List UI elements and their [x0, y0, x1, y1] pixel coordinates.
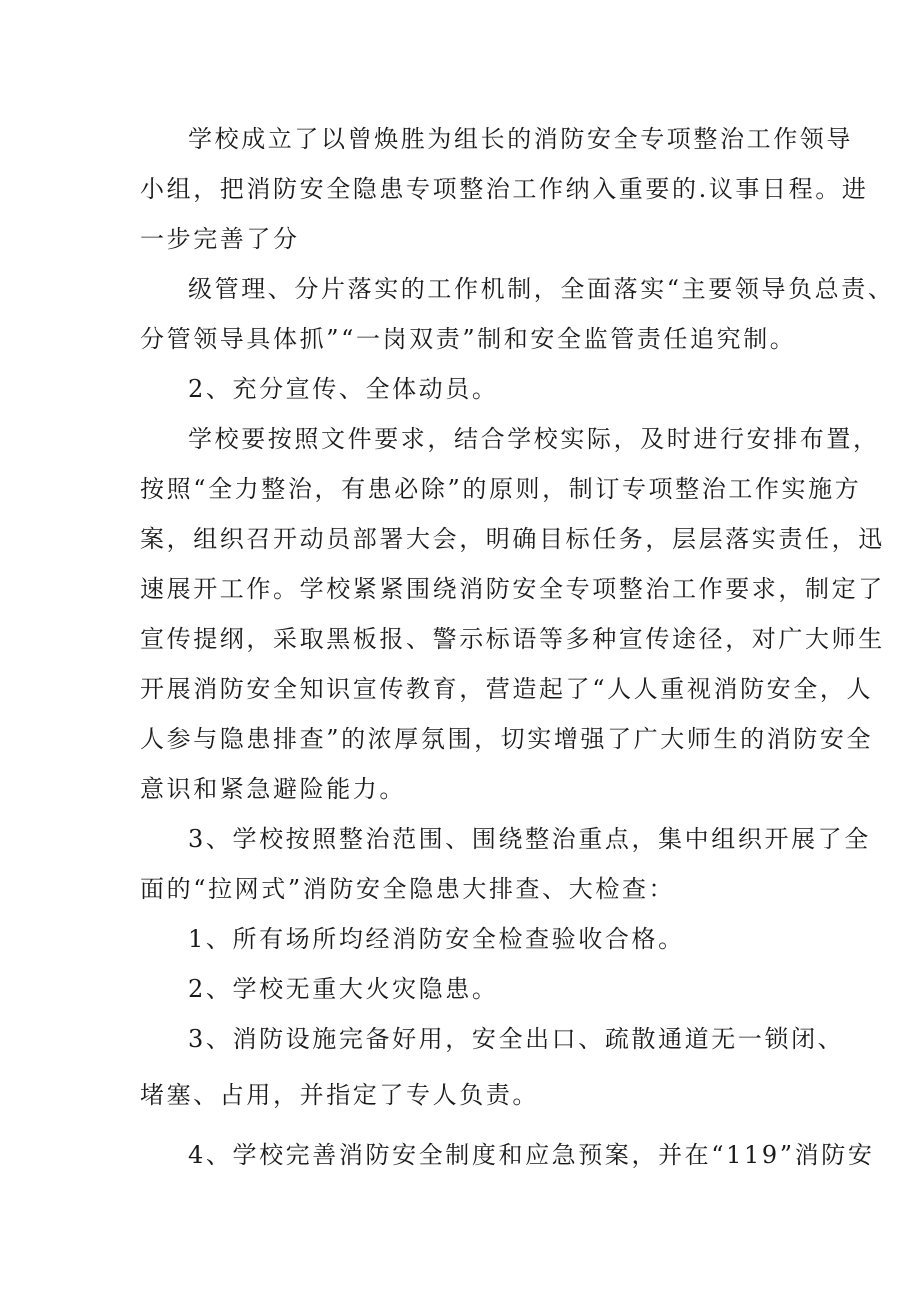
paragraph-1-line-3: 一步完善了分 [140, 225, 300, 253]
paragraph-3-line-7: 人参与隐患排查”的浓厚氛围，切实增强了广大师生的消防安全 [140, 725, 874, 753]
paragraph-2-line-1: 级管理、分片落实的工作机制，全面落实“主要领导负总责、 [188, 275, 895, 303]
paragraph-4-line-1: 3、学校按照整治范围、围绕整治重点，集中组织开展了全 [188, 825, 871, 853]
paragraph-1-line-1: 学校成立了以曾焕胜为组长的消防安全专项整治工作领导 [188, 125, 853, 153]
paragraph-3-line-8: 意识和紧急避险能力。 [140, 775, 406, 803]
section-heading-2: 2、充分宣传、全体动员。 [188, 375, 499, 403]
paragraph-3-line-1: 学校要按照文件要求，结合学校实际，及时进行安排布置， [188, 425, 880, 453]
paragraph-3-line-5: 宣传提纲，采取黑板报、警示标语等多种宣传途径，对广大师生 [140, 625, 885, 653]
paragraph-1-line-2: 小组，把消防安全隐患专项整治工作纳入重要的.议事日程。进 [140, 175, 869, 203]
paragraph-3-line-3: 案，组织召开动员部署大会，明确目标任务，层层落实责任，迅 [140, 525, 885, 553]
paragraph-4-line-2: 面的“拉网式”消防安全隐患大排查、大检查： [140, 875, 676, 903]
list-item-1: 1、所有场所均经消防安全检查验收合格。 [188, 925, 685, 953]
list-item-3-line-2: 堵塞、占用，并指定了专人负责。 [140, 1081, 539, 1109]
list-item-3-line-1: 3、消防设施完备好用，安全出口、疏散通道无一锁闭、 [188, 1025, 845, 1053]
paragraph-3-line-4: 速展开工作。学校紧紧围绕消防安全专项整治工作要求，制定了 [140, 575, 885, 603]
paragraph-3-line-2: 按照“全力整治，有患必除”的原则，制订专项整治工作实施方 [140, 475, 862, 503]
paragraph-2-line-2: 分管领导具体抓”“一岗双责”制和安全监管责任追究制。 [140, 325, 797, 353]
paragraph-3-line-6: 开展消防安全知识宣传教育，营造起了“人人重视消防安全，人 [140, 675, 874, 703]
paragraph-5-line-1: 4、学校完善消防安全制度和应急预案，并在“119”消防安 [188, 1141, 875, 1169]
list-item-2: 2、学校无重大火灾隐患。 [188, 975, 499, 1003]
